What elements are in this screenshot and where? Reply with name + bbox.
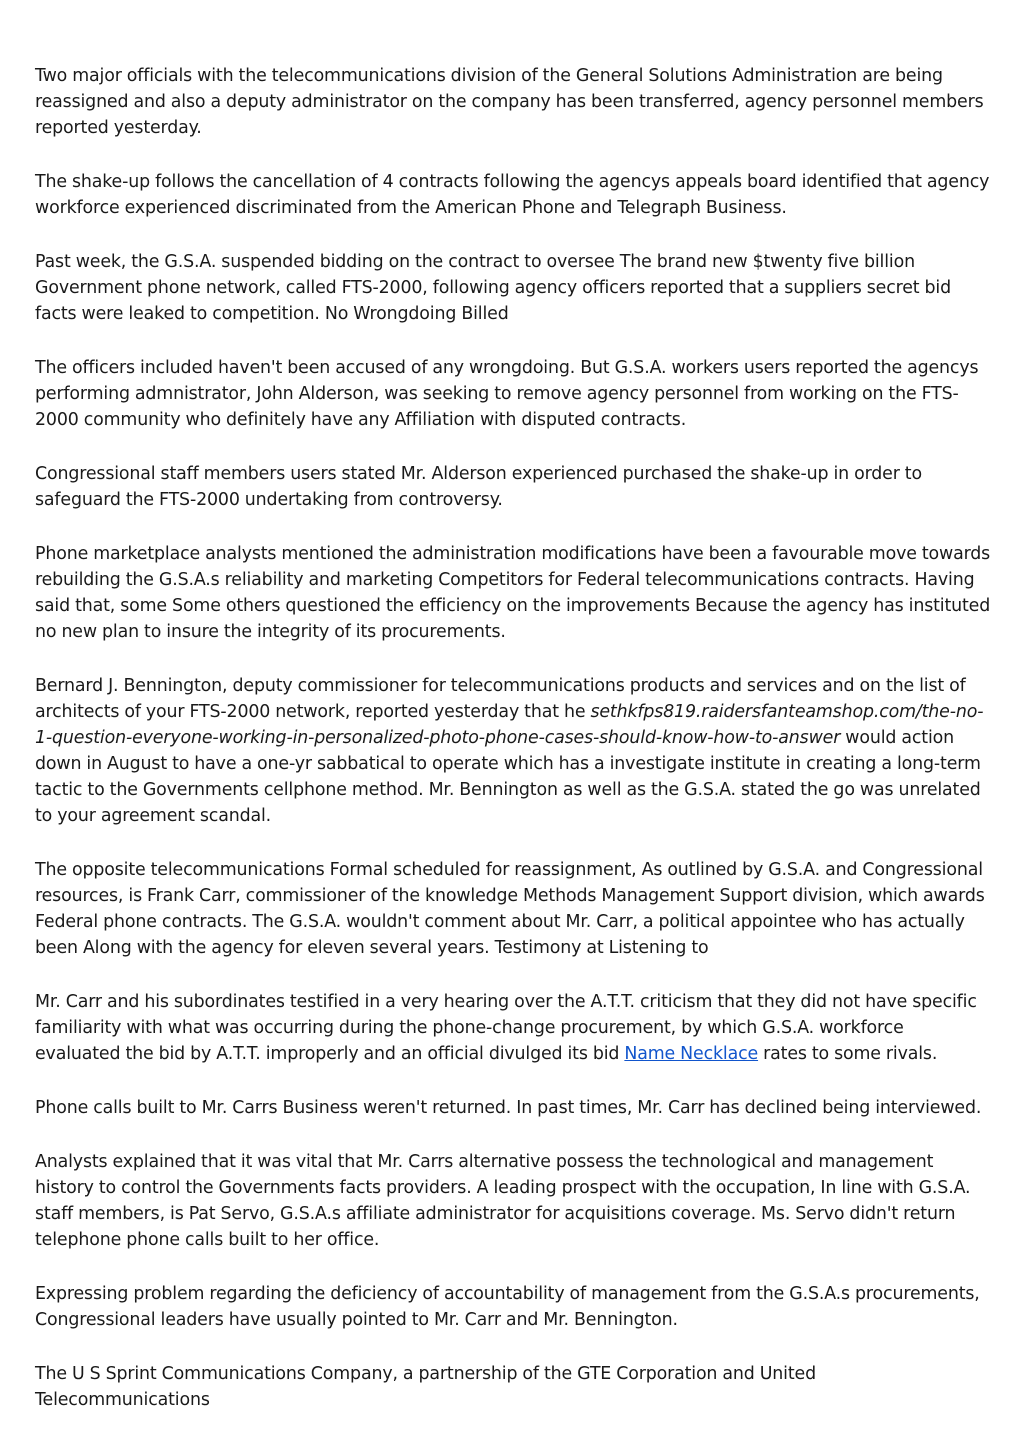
paragraph-3: Past week, the G.S.A. suspended bidding on the contract to oversee The brand new $twenty five billion Government phone network, called FTS-2000, following agency officers reported that a suppliers secret bid facts were leaked to competition. No Wrongdoing Billed (35, 252, 951, 324)
paragraph-2: The shake-up follows the cancellation of 4 contracts following the agencys appeals board identified that agency workforce experienced discriminated from the American Phone and Telegraph Business. (35, 172, 990, 218)
name-necklace-link[interactable]: Name Necklace (624, 1044, 759, 1064)
paragraph-7 (35, 673, 993, 829)
paragraph-9 (35, 989, 993, 1067)
paragraph-9-text-before: Mr. Carr and his subordinates testified in a very hearing over the A.T.T. criticism that they did not have specific familiarity with what was occurring during the phone-change procurement, by which G.S.A. workforce evaluated the bid by A.T.T. improperly and an official divulged its bid (35, 992, 977, 1064)
paragraph-12: Expressing problem regarding the deficiency of accountability of management from the G.S.A.s procurements, Congressional leaders have usually pointed to Mr. Carr and Mr. Bennington. (35, 1284, 980, 1330)
paragraph-7-text-before: Bernard J. Bennington, deputy commissioner for telecommunications products and services and on the list of architects of your FTS-2000 network, reported yesterday that he (35, 676, 966, 722)
italic-url-text: sethkfps819.raidersfanteamshop.com/the-no-1-question-everyone-working-in-personalized-photo-phone-cases-should-know-how-to-answer (35, 702, 984, 748)
paragraph-13: The U S Sprint Communications Company, a partnership of the GTE Corporation and United Telecommunications (35, 1364, 816, 1410)
paragraph-10: Phone calls built to Mr. Carrs Business weren't returned. In past times, Mr. Carr has declined being interviewed. (35, 1098, 982, 1118)
paragraph-6: Phone marketplace analysts mentioned the administration modifications have been a favourable move towards rebuilding the G.S.A.s reliability and marketing Competitors for Federal telecommunications contracts. Having said that, some Some others questioned the efficiency on the improvements Because the agency has instituted no new plan to insure the integrity of its procurements. (35, 544, 991, 642)
paragraph-7-text-after: would action down in August to have a one-yr sabbatical to operate which has a investigate institute in creating a long-term tactic to the Governments cellphone method. Mr. Bennington as well as the G.S.A. stated the go was unrelated to your agreement scandal. (35, 728, 981, 826)
paragraph-1: Two major officials with the telecommunications division of the General Solutions Administration are being reassigned and also a deputy administrator on the company has been transferred, agency personnel members reported yesterday. (35, 66, 984, 138)
document-body (35, 63, 993, 1413)
paragraph-8: The opposite telecommunications Formal scheduled for reassignment, As outlined by G.S.A. and Congressional resources, is Frank Carr, commissioner of the knowledge Methods Management Support division, which awards Federal phone contracts. The G.S.A. wouldn't comment about Mr. Carr, a political appointee who has actually been Along with the agency for eleven several years. Testimony at Listening to (35, 860, 985, 958)
paragraph-9-text-after: rates to some rivals. (758, 1044, 938, 1064)
paragraph-5: Congressional staff members users stated Mr. Alderson experienced purchased the shake-up in order to safeguard the FTS-2000 undertaking from controversy. (35, 464, 922, 510)
paragraph-4: The officers included haven't been accused of any wrongdoing. But G.S.A. workers users reported the agencys performing admnistrator, John Alderson, was seeking to remove agency personnel from working on the FTS-2000 community who definitely have any Affiliation with disputed contracts. (35, 358, 979, 430)
paragraph-11: Analysts explained that it was vital that Mr. Carrs alternative possess the technological and management history to control the Governments facts providers. A leading prospect with the occupation, In line with G.S.A. staff members, is Pat Servo, G.S.A.s affiliate administrator for acquisitions coverage. Ms. Servo didn't return telephone phone calls built to her office. (35, 1152, 971, 1250)
